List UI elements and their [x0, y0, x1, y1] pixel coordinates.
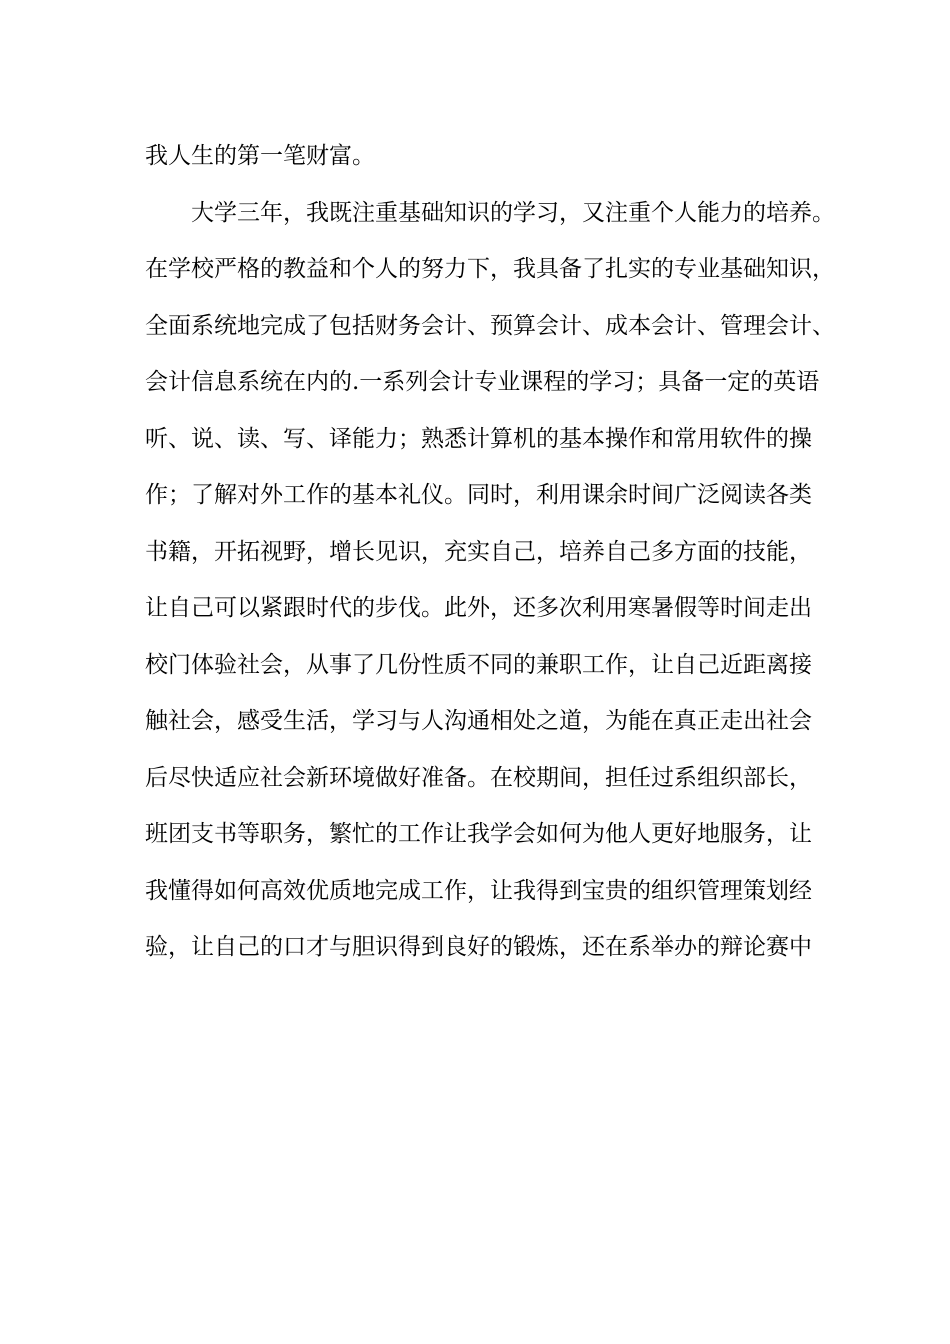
- text-line: 我懂得如何高效优质地完成工作，让我得到宝贵的组织管理策划经: [145, 877, 812, 904]
- text-line: 听、说、读、写、译能力；熟悉计算机的基本操作和常用软件的操: [145, 425, 812, 452]
- body-text: [145, 128, 835, 976]
- text-line: 班团支书等职务，繁忙的工作让我学会如何为他人更好地服务，让: [145, 821, 812, 847]
- text-line: 后尽快适应社会新环境做好准备。在校期间，担任过系组织部长，: [145, 764, 812, 791]
- text-line: 验，让自己的口才与胆识得到良好的锻炼，还在系举办的辩论赛中: [145, 934, 812, 960]
- text-line: 让自己可以紧跟时代的步伐。此外，还多次利用寒暑假等时间走出: [145, 595, 812, 621]
- text-line: 在学校严格的教益和个人的努力下，我具备了扎实的专业基础知识，: [145, 256, 835, 282]
- text-line: 全面系统地完成了包括财务会计、预算会计、成本会计、管理会计、: [145, 312, 835, 339]
- text-line: 书籍，开拓视野，增长见识，充实自己，培养自己多方面的技能，: [145, 538, 812, 565]
- text-line: 会计信息系统在内的.一系列会计专业课程的学习；具备一定的英语: [145, 369, 820, 395]
- text-line: 我人生的第一笔财富。: [145, 143, 375, 169]
- text-line: 作；了解对外工作的基本礼仪。同时，利用课余时间广泛阅读各类: [145, 482, 812, 508]
- text-line: 校门体验社会，从事了几份性质不同的兼职工作，让自己近距离接: [145, 651, 812, 678]
- text-line: 触社会，感受生活，学习与人沟通相处之道，为能在真正走出社会: [145, 708, 812, 734]
- paragraph-start-line: 大学三年，我既注重基础知识的学习，又注重个人能力的培养。: [191, 199, 835, 226]
